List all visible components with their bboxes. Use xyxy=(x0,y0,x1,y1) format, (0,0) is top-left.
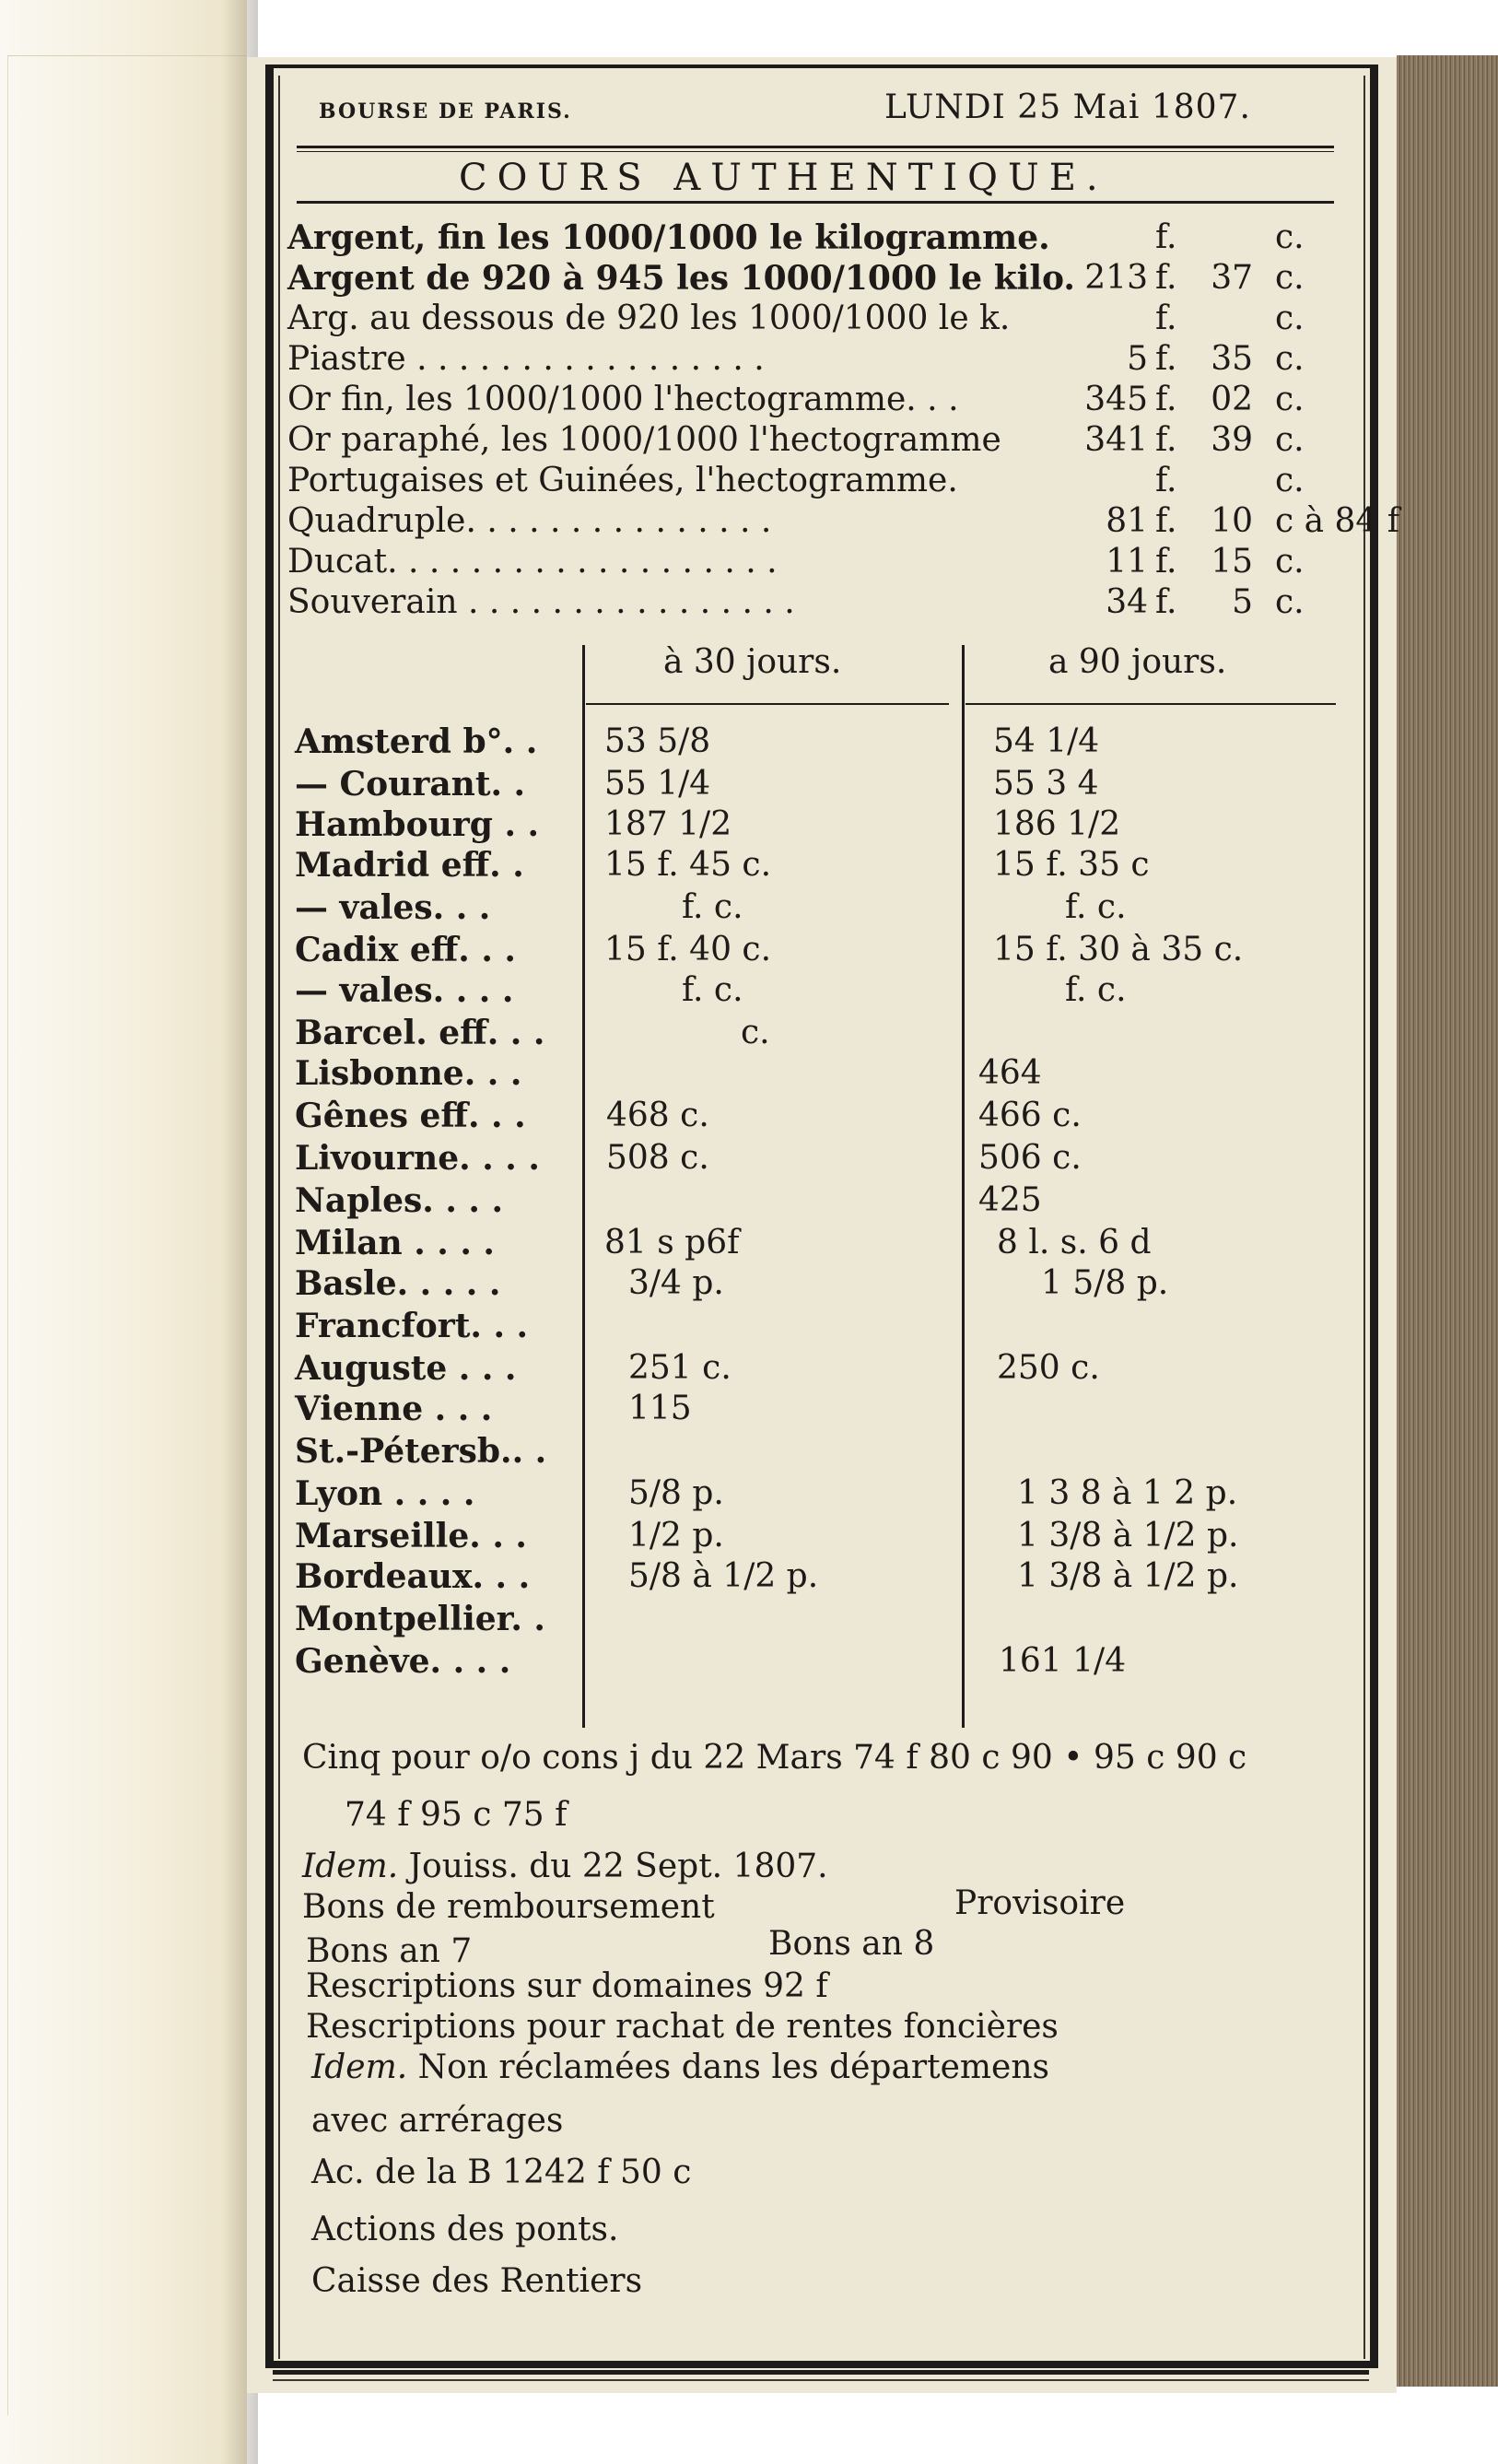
table-row xyxy=(295,1388,1336,1430)
funds-line: Actions des ponts. xyxy=(311,2211,619,2248)
metal-franc-unit: f. xyxy=(1155,218,1177,256)
metal-cent-unit: c. xyxy=(1275,299,1305,337)
idem-text: Jouiss. du 22 Sept. 1807. xyxy=(408,1848,828,1885)
funds-line xyxy=(311,2047,1049,2088)
metal-name: Argent, fin les 1000/1000 le kilogramme. xyxy=(287,218,1050,257)
column-header-90-days: a 90 jours. xyxy=(1048,643,1227,681)
rate-90-days: 1 3/8 à 1/2 p. xyxy=(1017,1557,1239,1595)
table-row xyxy=(295,1430,1336,1473)
metal-row xyxy=(287,542,1347,582)
rate-90-days: 506 c. xyxy=(978,1139,1082,1177)
funds-line: Rescriptions sur domaines 92 f xyxy=(306,1967,828,2005)
table-row xyxy=(295,1262,1336,1305)
table-row xyxy=(295,969,1336,1012)
idem-text: Non réclamées dans les départemens xyxy=(417,2048,1050,2086)
funds-line: avec arrérages xyxy=(311,2102,564,2140)
metal-franc-unit: f. xyxy=(1155,502,1177,540)
metal-cent-unit: c. xyxy=(1275,543,1305,581)
funds-line: Bons an 7 xyxy=(306,1932,473,1970)
rate-90-days: 15 f. 30 à 35 c. xyxy=(993,931,1244,968)
rate-30-days: 15 f. 45 c. xyxy=(604,846,772,884)
metal-cents: 5 xyxy=(1232,583,1253,621)
table-row xyxy=(295,1555,1336,1598)
place-name: Genève. . . . xyxy=(295,1642,511,1681)
metal-row xyxy=(287,582,1347,623)
rate-30-days: f. c. xyxy=(682,888,743,926)
masthead-date: LUNDI 25 Mai 1807. xyxy=(884,88,1251,126)
metal-row xyxy=(287,299,1347,339)
rate-90-days: 1 5/8 p. xyxy=(1041,1264,1169,1302)
rate-30-days: c. xyxy=(741,1014,770,1051)
rate-90-days: 15 f. 35 c xyxy=(993,846,1150,884)
idem-label: Idem. xyxy=(311,2048,408,2086)
table-row xyxy=(295,844,1336,886)
metal-franc-unit: f. xyxy=(1155,259,1177,297)
metal-value: 213 xyxy=(1084,259,1148,297)
metal-value: 345 xyxy=(1084,381,1148,418)
rate-90-days: 1 3/8 à 1/2 p. xyxy=(1017,1517,1239,1555)
funds-line: Ac. de la B 1242 f 50 c xyxy=(311,2153,692,2191)
metal-cents: 02 xyxy=(1211,381,1253,418)
page-title: COURS AUTHENTIQUE. xyxy=(459,157,1108,199)
rate-30-days: 81 s p6f xyxy=(604,1224,740,1261)
rate-90-days: f. c. xyxy=(1065,971,1127,1009)
rate-90-days: f. c. xyxy=(1065,888,1127,926)
place-name: Gênes eff. . . xyxy=(295,1097,526,1135)
metal-franc-unit: f. xyxy=(1155,421,1177,459)
place-name: Basle. . . . . xyxy=(295,1264,501,1303)
rate-30-days: 468 c. xyxy=(606,1097,709,1134)
metal-name: Piastre . . . . . . . . . . . . . . . . . xyxy=(287,340,765,378)
table-row xyxy=(295,721,1336,763)
metal-row xyxy=(287,461,1347,501)
table-row xyxy=(295,1137,1336,1179)
place-name: Francfort. . . xyxy=(295,1307,529,1345)
rate-90-days: 425 xyxy=(978,1181,1042,1219)
metal-row xyxy=(287,258,1347,299)
place-name: Livourne. . . . xyxy=(295,1139,540,1178)
funds-line: 74 f 95 c 75 f xyxy=(345,1796,568,1834)
place-name: Bordeaux. . . xyxy=(295,1557,531,1596)
metal-cent-unit: c. xyxy=(1275,381,1305,418)
rate-30-days: 5/8 p. xyxy=(628,1474,724,1512)
place-name: Milan . . . . xyxy=(295,1224,495,1262)
rate-30-days: 187 1/2 xyxy=(604,805,732,843)
place-name: Marseille. . . xyxy=(295,1517,527,1555)
rate-90-days: 54 1/4 xyxy=(993,722,1100,760)
metal-cents: 35 xyxy=(1211,340,1253,378)
rate-30-days: 3/4 p. xyxy=(628,1264,724,1302)
funds-line: Provisoire xyxy=(954,1884,1126,1922)
column-header-rule xyxy=(966,703,1336,705)
rate-90-days: 466 c. xyxy=(978,1097,1082,1134)
place-name: Hambourg . . xyxy=(295,805,540,844)
metal-name: Or fin, les 1000/1000 l'hectogramme. . . xyxy=(287,381,959,418)
metal-value: 11 xyxy=(1106,543,1148,581)
metal-franc-unit: f. xyxy=(1155,340,1177,378)
table-row xyxy=(295,1598,1336,1640)
place-name: Madrid eff. . xyxy=(295,846,524,885)
rate-90-days: 250 c. xyxy=(997,1349,1100,1387)
place-name: Amsterd b°. . xyxy=(295,722,538,761)
left-page-edge xyxy=(7,55,246,2415)
metal-row xyxy=(287,217,1347,258)
rate-30-days: f. c. xyxy=(682,971,743,1009)
metal-name: Argent de 920 à 945 les 1000/1000 le kilo. xyxy=(287,259,1075,298)
table-row xyxy=(295,929,1336,971)
table-row xyxy=(295,763,1336,805)
place-name: Lisbonne. . . xyxy=(295,1054,522,1093)
rate-30-days: 251 c. xyxy=(628,1349,731,1387)
funds-line: Bons de remboursement xyxy=(302,1888,715,1926)
metal-row xyxy=(287,339,1347,380)
metal-franc-unit: f. xyxy=(1155,381,1177,418)
place-name: Barcel. eff. . . xyxy=(295,1014,545,1052)
rate-30-days: 1/2 p. xyxy=(628,1517,724,1555)
metal-row xyxy=(287,380,1347,420)
idem-label: Idem. xyxy=(302,1848,399,1885)
column-header-rule xyxy=(586,703,949,705)
funds-line: Cinq pour o/o cons j du 22 Mars 74 f 80 c 90 • 95 c 90 c xyxy=(302,1739,1247,1777)
place-name: Vienne . . . xyxy=(295,1390,493,1428)
funds-line: Caisse des Rentiers xyxy=(311,2262,643,2300)
rate-30-days: 53 5/8 xyxy=(604,722,711,760)
metal-value: 34 xyxy=(1106,583,1148,621)
header-rule xyxy=(297,146,1334,148)
place-name: Auguste . . . xyxy=(295,1349,517,1388)
metal-value: 341 xyxy=(1084,421,1148,459)
header-rule-thin xyxy=(297,151,1334,152)
rate-90-days: 161 1/4 xyxy=(999,1642,1127,1680)
place-name: — vales. . . xyxy=(295,888,491,927)
metal-cents: 10 xyxy=(1211,502,1253,540)
column-header-30-days: à 30 jours. xyxy=(663,643,842,681)
title-rule xyxy=(297,201,1334,204)
metal-cent-unit: c. xyxy=(1275,583,1305,621)
metal-name: Or paraphé, les 1000/1000 l'hectogramme xyxy=(287,421,1001,459)
metal-name: Quadruple. . . . . . . . . . . . . . . xyxy=(287,502,772,540)
rate-30-days: 115 xyxy=(628,1390,692,1427)
table-row xyxy=(295,1473,1336,1515)
metal-cent-unit: c. xyxy=(1275,421,1305,459)
metal-value: 81 xyxy=(1106,502,1148,540)
table-row xyxy=(295,1052,1336,1095)
table-row xyxy=(295,804,1336,846)
table-row xyxy=(295,1347,1336,1390)
rate-90-days: 8 l. s. 6 d xyxy=(997,1224,1152,1261)
metal-cents: 39 xyxy=(1211,421,1253,459)
table-row xyxy=(295,1640,1336,1683)
metal-row xyxy=(287,501,1400,542)
metal-franc-unit: f. xyxy=(1155,462,1177,499)
metal-cent-unit: c. xyxy=(1275,462,1305,499)
rate-90-days: 55 3 4 xyxy=(993,765,1099,803)
metal-cent-unit: c. xyxy=(1275,218,1305,256)
masthead-left: BOURSE DE PARIS. xyxy=(319,100,572,123)
rate-90-days: 186 1/2 xyxy=(993,805,1121,843)
metal-cent-unit: c à 84 f xyxy=(1275,502,1400,540)
rate-90-days: 464 xyxy=(978,1054,1042,1092)
funds-line: Rescriptions pour rachat de rentes foncières xyxy=(306,2008,1059,2046)
book-page-edges xyxy=(1397,55,1498,2387)
rate-30-days: 5/8 à 1/2 p. xyxy=(628,1557,819,1595)
metal-value: 5 xyxy=(1127,340,1148,378)
metal-franc-unit: f. xyxy=(1155,543,1177,581)
metal-name: Arg. au dessous de 920 les 1000/1000 le k. xyxy=(287,299,1011,337)
place-name: St.-Pétersb.. . xyxy=(295,1432,547,1471)
metal-name: Souverain . . . . . . . . . . . . . . . . xyxy=(287,583,795,621)
place-name: Lyon . . . . xyxy=(295,1474,475,1513)
funds-line xyxy=(302,1847,828,1887)
rate-30-days: 55 1/4 xyxy=(604,765,711,803)
place-name: Cadix eff. . . xyxy=(295,931,516,969)
metal-franc-unit: f. xyxy=(1155,299,1177,337)
place-name: — Courant. . xyxy=(295,765,526,804)
footer-rule xyxy=(273,2370,1369,2375)
place-name: — vales. . . . xyxy=(295,971,514,1010)
metal-row xyxy=(287,420,1347,461)
table-row xyxy=(295,1515,1336,1557)
table-row xyxy=(295,1179,1336,1222)
metal-franc-unit: f. xyxy=(1155,583,1177,621)
metal-name: Ducat. . . . . . . . . . . . . . . . . . . xyxy=(287,543,778,581)
funds-line: Bons an 8 xyxy=(768,1925,935,1963)
metal-cent-unit: c. xyxy=(1275,259,1305,297)
table-row xyxy=(295,1305,1336,1347)
metal-cents: 15 xyxy=(1211,543,1253,581)
place-name: Montpellier. . xyxy=(295,1600,545,1638)
rate-30-days: 508 c. xyxy=(606,1139,709,1177)
table-row xyxy=(295,1095,1336,1137)
rate-90-days: 1 3 8 à 1 2 p. xyxy=(1017,1474,1238,1512)
metal-cent-unit: c. xyxy=(1275,340,1305,378)
metal-name: Portugaises et Guinées, l'hectogramme. xyxy=(287,462,958,499)
table-row xyxy=(295,1012,1336,1054)
table-row xyxy=(295,886,1336,929)
place-name: Naples. . . . xyxy=(295,1181,503,1220)
metal-cents: 37 xyxy=(1211,259,1253,297)
table-row xyxy=(295,1222,1336,1264)
footer-rule-thin xyxy=(273,2379,1369,2381)
rate-30-days: 15 f. 40 c. xyxy=(604,931,772,968)
